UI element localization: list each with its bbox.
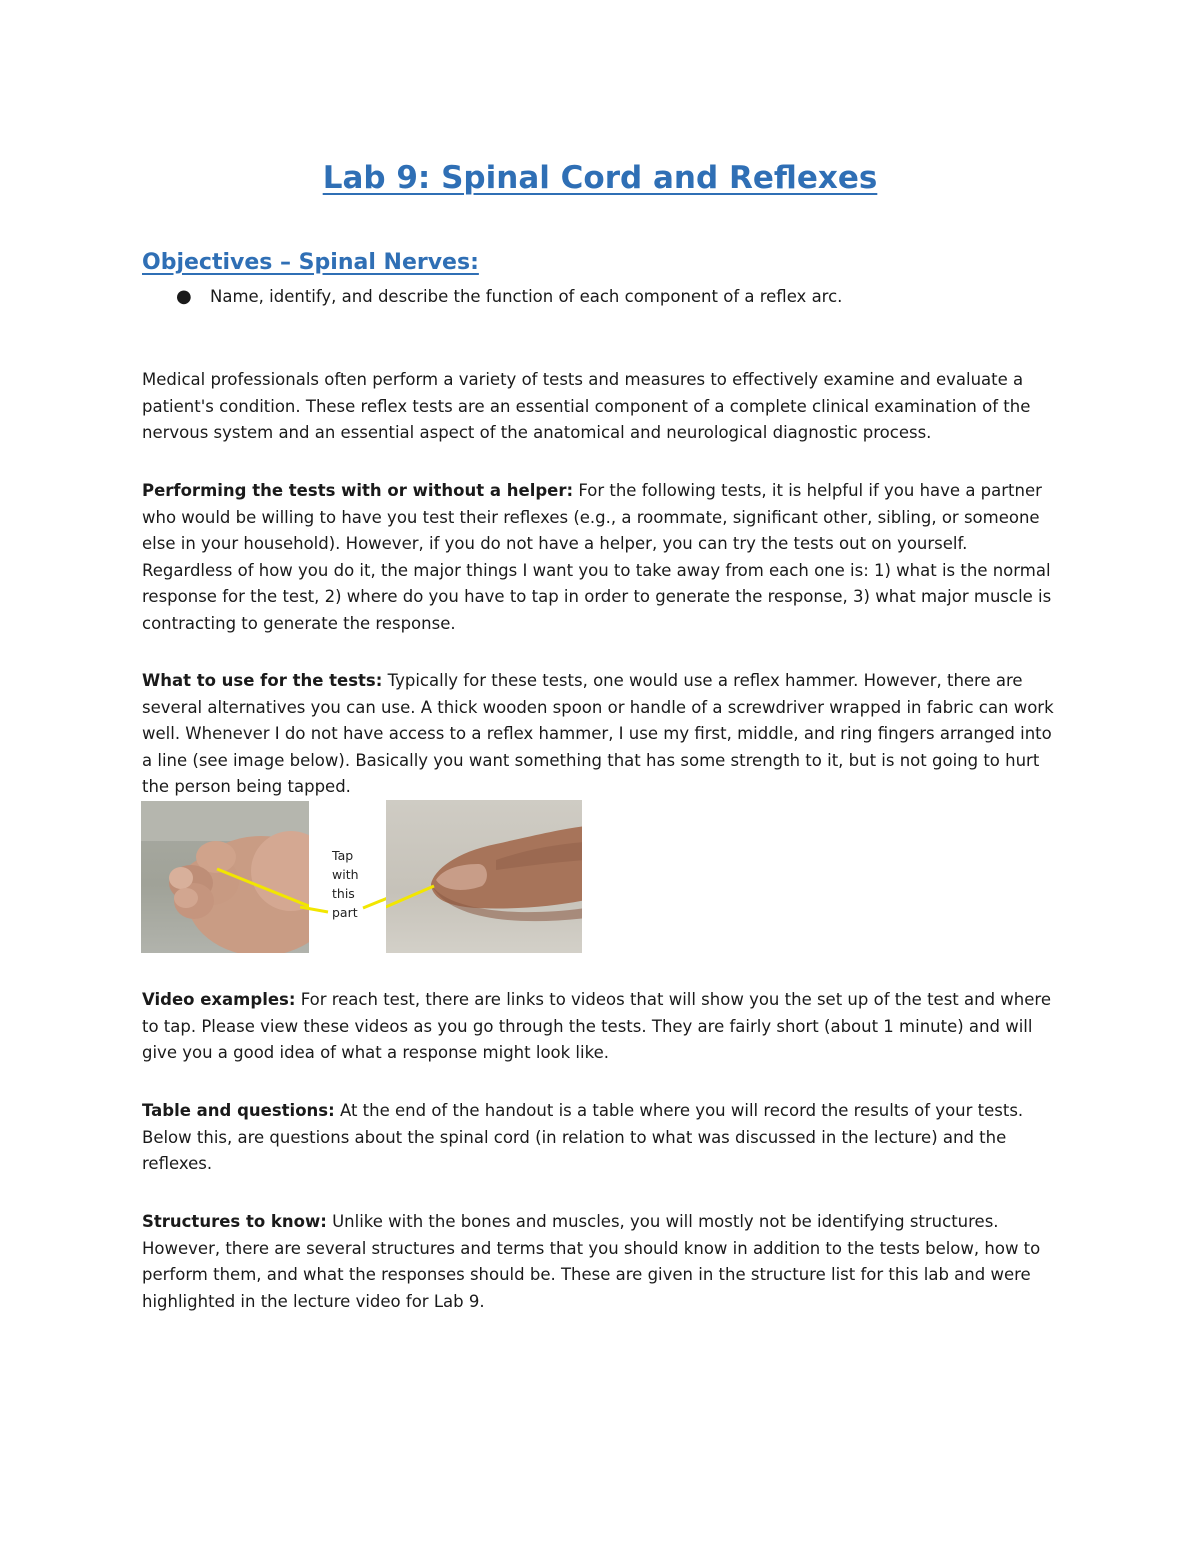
what-to-use-text: Typically for these tests, one would use a reflex hammer. However, there are several alternatives you can use. A thick wooden spoon or handle of a screwdriver wrapped in fabric can work well. Whenever I do not have access to a reflex hammer, I use my first, middle, and ring fingers arranged into a line (see image below). Basically you want something that has some strength to it, but is not going to hurt the person being tapped. — [142, 671, 1054, 796]
bullet-icon: ● — [176, 286, 192, 307]
objectives-list — [170, 283, 842, 310]
helper-label: Performing the tests with or without a helper: — [142, 481, 574, 500]
pointer-lines — [300, 860, 400, 920]
tap-label: Tap with this part — [332, 848, 359, 920]
intro-paragraph: Medical professionals often perform a variety of tests and measures to effectively examine and evaluate a patient's condition. These reflex tests are an essential component of a complete clinical examination of the nervous system and an essential aspect of the anatomical and neurological diagnostic process. — [142, 370, 1031, 442]
what-to-use-label: What to use for the tests: — [142, 671, 383, 690]
finger-illustration-right — [386, 800, 582, 953]
structures-paragraph — [142, 1209, 1062, 1315]
table-label: Table and questions: — [142, 1101, 335, 1120]
fingers-illustration-left — [141, 801, 309, 953]
structures-text: Unlike with the bones and muscles, you will mostly not be identifying structures. However, there are several structures and terms that you should know in addition to the tests below, how to perform them, and what the responses should be. These are given in the structure list for this lab and were highlighted in the lecture video for Lab 9. — [142, 1212, 1041, 1311]
video-paragraph — [142, 987, 1062, 1067]
page-title: Lab 9: Spinal Cord and Reflexes — [322, 160, 878, 196]
helper-paragraph — [142, 478, 1062, 637]
helper-text: For the following tests, it is helpful if you have a partner who would be willing to have you test their reflexes (e.g., a roommate, significant other, sibling, or someone else in your household). However, if you do not have a helper, you can try the tests out on yourself. Regardless of how you do it, the major things I want you to take away from each one is: 1) what is the normal response for the test, 2) where do you have to tap in order to generate the response, 3) what major muscle is contracting to generate the response. — [142, 481, 1052, 633]
tap-pointer-right — [386, 886, 434, 909]
table-paragraph — [142, 1098, 1062, 1178]
finger-photo-right — [386, 800, 582, 953]
structures-label: Structures to know: — [142, 1212, 327, 1231]
video-text: For reach test, there are links to videos that will show you the set up of the test and where to tap. Please view these videos as you go through the tests. They are fairly short (about 1 minute) and will give you a good idea of what a response might look like. — [142, 990, 1051, 1062]
what-to-use-paragraph — [142, 668, 1062, 801]
table-text: At the end of the handout is a table where you will record the results of your tests. Below this, are questions about the spinal cord (in relation to what was discussed in the lecture) and the reflexes. — [142, 1101, 1024, 1173]
fingers-photo-left — [141, 801, 309, 953]
objectives-heading: Objectives – Spinal Nerves: — [142, 250, 479, 275]
objective-item — [170, 283, 842, 310]
video-label: Video examples: — [142, 990, 296, 1009]
objective-text: Name, identify, and describe the function of each component of a reflex arc. — [210, 287, 843, 306]
